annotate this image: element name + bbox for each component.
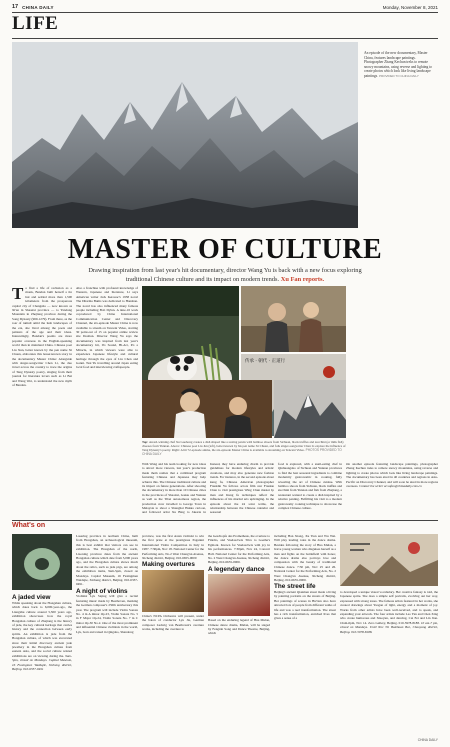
- chef-image: [142, 380, 272, 438]
- article-column-2: [76, 286, 138, 444]
- header-right: [383, 5, 438, 10]
- writer-contact: Contact the writer at xufan@chinadaily.com.cn: [359, 484, 422, 489]
- poets-image: [241, 286, 346, 352]
- landscape-photo: [12, 42, 358, 228]
- whatson-column-5: [274, 534, 336, 732]
- section-rule: [12, 38, 438, 39]
- jade-photo: [12, 534, 72, 590]
- whatson-column-4: [208, 534, 270, 732]
- whatson-column-2-text: Lasering province in northern China, built from Hongshan, an archaeological museum, this is best exhibit that visitors can see in exhibition. The Hongshan of the north, Liaoning province dates from the ancient Hongshan culture which date from 5,000 years ago, and the Hongshan culture shows much about the relics, such as jade pigs, are among the exhibition items, 9am-5pm, closed on Mondays. Capital Museum, 16 Fuxingmen Waidajie, Xicheng district, Beijing. 010-6337-0491.: [76, 534, 138, 587]
- whatson-label: What's on: [12, 522, 46, 529]
- top-caption-credit: PROVIDED TO CHINA DAILY: [378, 73, 419, 78]
- mountain-inset-photo: [274, 380, 346, 438]
- mountain-inset-image: [274, 380, 346, 438]
- overtures-title: Making overtures: [142, 561, 195, 569]
- dance-photo: [208, 574, 270, 616]
- jade-body-text: While speaking about the Hongshan culture, which dates back to 6,000-year-ago, the Liangzhu culture around 5,300 years ago, exhibition showcases how the royal Hongshan culture of Zhejiang is the history of jade, the key cultural heritage that carries history and the connection between early spirits. An exhibition is jade from the Hongshan culture, of which was excavated since their initial discovery ancient jade jewellery in the Hongshan culture from eastern Asia, and the social culture related exhibitions are on viewing during the.: [12, 601, 72, 658]
- jade-body: [12, 601, 72, 727]
- section-title: LIFE: [12, 13, 59, 34]
- deck-text: Drawing inspiration from last year's hit documentary, director Wang Yu is back with a new focus exploring traditional Chinese culture and its impact on modern trends.: [88, 267, 362, 283]
- whatson-column-4-text: the Geschopfe des Prometheus, the overture to Fidelio, and Vuelasciwis Tilca to Goethe's Egmont. Known for Vuelasciwis with joy in his performances. 7:30pm, Nov 24, Concert Hall. National Center for the Performing Arts, No. 2 West Chang'an Avenue, Xicheng district, Beijing. 010-6655-0000.: [208, 534, 270, 565]
- jade-title: A jaded view: [12, 594, 51, 601]
- whatson-column-6: [340, 590, 438, 732]
- street-venue: 10 am-7 pm, closed on Mondays. Until Nov 30. Baizhuan Bee, Chaoyang district, Beijing. 010-5978-8188.: [340, 620, 438, 634]
- whatson-column-6-text: to developed a unique visual vocabulary. Her creative fantasy is told, the Japanese sprite. She does a simple self portraits, evolving out her way, expressed with strong tones. The famous artists featured in her works, she created drawings about Yaogan of light, energy and a moment of joy. Works from other artists have been well-received, and to speak, and expanding your artwork. The four artists include Leo Yan and Chen Xing who create humorous and Xiaoyun, and dancing, Cai Fei and Lin Jian. 10am-6pm, Nov 14. Zero Gallery, Beijing. 010-5978-8188.: [340, 590, 438, 625]
- whatson-column-5-text: including Han Xiong, Xu Tian and Wu Wei. Will play leading roles in the dance drama. Besides following the story of Hua Mulan, a brave young woman who disguises herself as a man and fights on the battlefield with honor, the dance drama also portrays love and compassion with the beauty of traditional Chinese dance. 7:30 pm, Nov 25 and 26. National Center for the Performing Arts, No. 2 West Chang'an Avenue, Xicheng district, Beijing. 010-6655-0000.: [274, 534, 336, 583]
- page-footer: CHINA DAILY: [417, 738, 438, 742]
- column-5-text: food is explored, with a snail-eating chef in Qinhuangdao of Sichuan and Yunnan provinces to find the best seasonal ingredients to combine modernity gastronomic in cooking, fully revealing the art of Chinese cuisine. With bamboo shoots from Sichuan, black truffles and zucchini from Yunnan and fish from Zhejiang, a restaurant wanted to create a dish inspired by a relative panting. Fulfilling his visit to a modern gastronomy cooking technique to showcase the complex Chinese culture.: [278, 462, 342, 511]
- street-art-photo: [340, 534, 438, 586]
- poster-title: 传承 · 朝代 · 正道行: [245, 359, 286, 364]
- top-photo-caption: [364, 51, 436, 79]
- chef-photo: [142, 380, 272, 438]
- poets-photo: [241, 286, 346, 352]
- whatson-column-3-text: province, was the first Asian violinist to win the first prize at the prestigious Paganini International Violin Competition in Italy in 1987. 7:30pm, Nov 18. National Center for the Performing Arts, No.2 West Chang'an Avenue, Xicheng district, Beijing. 010-6655-0000: [142, 534, 204, 561]
- header-date: Monday, November 8, 2021: [382, 4, 438, 10]
- whatson-column-2: [76, 534, 138, 732]
- column-6-text: On another episode featuring landscape paintings, photographer Zhang Kechun treks to remote snowy mountains, using reverse and lighting to create photos which look like living landscape paintings. The documentary has been aired in 40 countries and regions in Asia-Pacific on Discovery Channel, and will soon be aired in more regions overseas.: [346, 462, 438, 489]
- jade-venue: 9am-5pm, closed on Mondays. Capital Museum, 16 Fuxingmen Waidajie, Xicheng district, Beijing. 010-6337-0491: [12, 653, 72, 672]
- brand-name: CHINA DAILY: [22, 4, 54, 10]
- street-title: The street life: [274, 583, 316, 591]
- article-column-6: [346, 462, 438, 516]
- jade-item: [12, 594, 72, 727]
- headline: MASTER OF CULTURE: [67, 234, 383, 265]
- column-2-text: Also a franchise with profound knowledge of Western, Japanese and literature, Li says American writer Jack Kerouac's 1958 novel The Dharma Bums was dedicated to Hanshan. The novel has also influenced many famous people including Bob Dylan. A nine-16 work coproduced by China International Communication Center and Discovery Channel, the six-episode Master China is now available to stream on Tencent Video, starting 30 point-out of 15 on popular online review site Douban. Director Wang Yu says the documentary was inspired from last year's documentary hit, It's Sound, Hi-Art, It's a Miracle, in which viewers were able to experience Japanese lifestyle and cultural heritage through the eyes of Liu Chen and Ganni. Tsai Yu travelling around Japan eating local food and interviewing craftspeople.: [76, 286, 138, 370]
- column-3-text: With Wang and his team looking for new ideas to attract more viewers, last year's production made them realize that a combined program featuring Chinese and Japanese may help achieve this. The Chinese traditional culture and its impact on future generations. After shooting the documentary in more than 10 Chinese cities in the provinces of Shaanxi, Gansu and Yunnan as well as the Tibet autonomous region, the production crew travelled to George Town in Malaysia to shoot a Shanghai Hakka cartoon, and followed artist Xu Bing to Jakarta in: [142, 462, 206, 515]
- photo-caption-credit: PHOTOS PROVIDED TO CHINA DAILY: [142, 448, 342, 457]
- photo-caption: [142, 440, 346, 456]
- deck: [78, 267, 372, 284]
- mountain-landscape-image: [12, 42, 358, 228]
- overtures-photo: [142, 570, 204, 612]
- header-rule: [12, 12, 438, 13]
- page-number: 17: [12, 4, 19, 10]
- article-column-4: [210, 462, 274, 516]
- whatson-column-3: [142, 534, 204, 732]
- street-art-image: [340, 534, 438, 586]
- article-column-3: [142, 462, 206, 516]
- column-1-text: o find a life of reclusion as a monk, Bandan built herself a tin hut and settled more than 1,500 kilometers from the prosperous capital city of Changsha — now known as Xi'an in Shaanxi province — to Yandang Mountain in Zhejiang province during the Song Dynasty (960-1279). From there, as the roar of tumult amid the lush landscapes of the era, she lived among the poets and painters of the age and their ideas. Interestingly, Bandan's poems are more popular overseas in the English-speaking world than in mainland China. Chinese poet Liu Xun, better known by the pen name Xi Chuan, elaborates this lesser-known story in the documentary Master China: Alongside with singer-songwriter Chen Li, the duo travel across the country to trace the origins of Tang Dynasty poetry, singing from their journal for literature lovers such as Li Bai and Wang Wei, to understand the new myth of Bandan.: [12, 286, 72, 387]
- jade-image: [12, 534, 72, 590]
- street-body: Beijing's ancient Qianmen street made a living by painting portraits on the streets of Beijing. Her paintings of scenes in Hu'tian also have attracted lots of people from different walks of life and was a reel transformation. The street has a rich transformation, enriched lives that gives a sense of a: [274, 589, 336, 621]
- page-header: [12, 2, 438, 12]
- drop-cap: T: [12, 286, 24, 303]
- night-body: Violinist Lyu Siqing will give a recital featuring music made by Beethoven, marking the German composer's 250th anniversary this year. The program will include Violin Sonata No. 4 in A minor Op.23, Violin Sonata No. 5 in F Major Op.24, Violin Sonata No. 7 in C minor Op.30 No.2. One of the most prominent and influential Chinese violinists in the world, Lyu, born and raised in Qingdao, Shandong: [76, 594, 138, 634]
- column-4-text: Instead, they have enduring charm to provide guidelines for modern lifestyles and artistic creations, and may also generate new fashion trends. For instance, in the second episode about kung fu, Chinese American photographer Franklin Yu follows actors film star Frankie Chan to visit prestigious Wing Chun master Ip man and Kung fu techniques reflect the influences of his martial arts upbringing. In the episode about the 24 solar terms, the relationship between the Chinese calendar and seasonal: [210, 462, 274, 515]
- photo-caption-text: Award-winning chef Xu Guohong creates a dish shaped like a resting panda with bamboo shoots from Sichuan, black truffles and zucchini (or milk fish) cheeses from Yunnan. Above: Chinese poet Liu Jun (left), better known by his pen name Xi Chuan, and folk singer-songwriter Chen Li explore the influence of Tang Dynasty's poetry. Right: A hit 72-episode anime, the six-episode Master China is available to streaming on Tencent Video.: [142, 440, 346, 453]
- deck-byline: Xu Fan reports.: [280, 275, 325, 283]
- article-column-1: [12, 286, 72, 444]
- photo-caption-label: Top:: [142, 440, 149, 444]
- article-column-5: [278, 462, 342, 516]
- dance-body: Based on the enduring legend of Hua Mulan, Chinese dance drama, Mulan, will be staged by Fengxin Song and Dance Theatre, Beijing, which: [208, 618, 270, 636]
- whatson-rule: [12, 520, 438, 521]
- dance-title: A legendary dance: [208, 565, 265, 573]
- overtures-body: China's NCPA Orchestra will present, under the baton of conductor Lyu Jia, German composer Ludwig van Beethoven's overture works, including the overture to: [142, 613, 204, 632]
- night-title: A night of violins: [76, 587, 128, 595]
- top-caption-text: An episode of the new documentary, Master China, features landscape paintings. Photographer Zhang Kechun treks to remote snowy mountains, using reverse and lighting to create photos which look like living landscape paintings.: [364, 51, 432, 78]
